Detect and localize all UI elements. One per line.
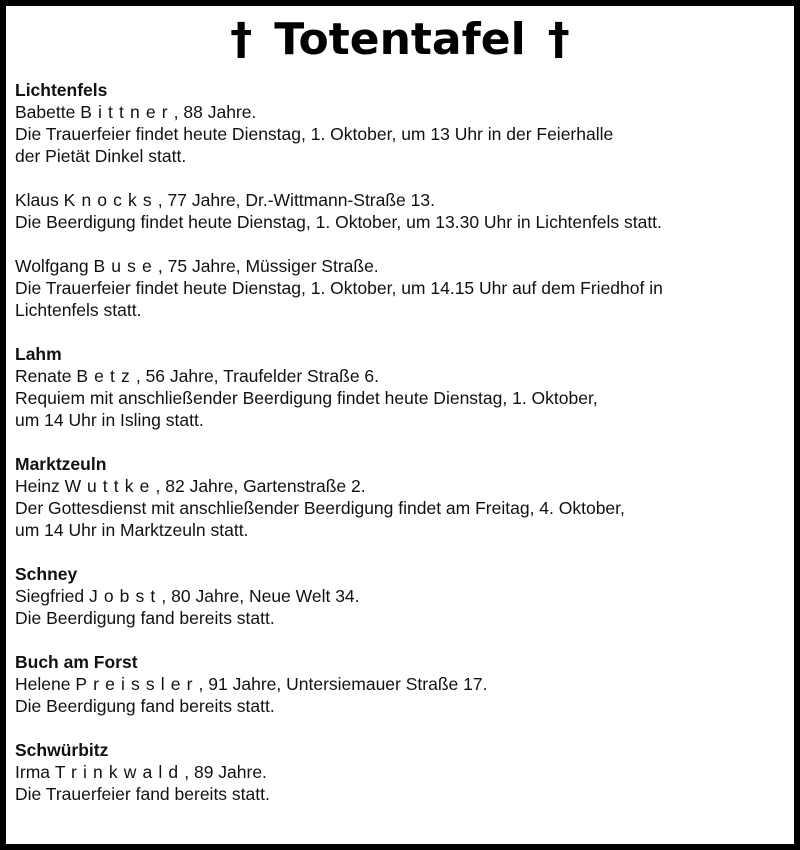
latin-cross-icon: †: [230, 14, 253, 65]
latin-cross-icon: †: [547, 14, 570, 65]
place-heading: Lichtenfels: [15, 80, 108, 100]
place-heading: Buch am Forst: [15, 652, 138, 672]
person-details: , 82 Jahre, Gartenstraße 2.: [155, 476, 366, 496]
title-text: Totentafel: [274, 14, 526, 65]
obituary-entry: [15, 255, 785, 321]
place-section-schwuerbitz: [15, 739, 785, 805]
person-details: , 77 Jahre, Dr.-Wittmann-Straße 13.: [157, 190, 435, 210]
obituary-entry: [15, 475, 785, 541]
surname: Wuttke: [64, 476, 156, 496]
first-name: Irma: [15, 762, 50, 782]
person-details: , 89 Jahre.: [184, 762, 267, 782]
person-details: , 80 Jahre, Neue Welt 34.: [161, 586, 360, 606]
obituary-entry: [15, 761, 785, 805]
service-info-line: Die Beerdigung fand bereits statt.: [15, 608, 275, 628]
entry-spacer: [15, 167, 785, 189]
service-info-line: Die Trauerfeier findet heute Dienstag, 1. Oktober, um 14.15 Uhr auf dem Friedhof in: [15, 278, 663, 298]
entry-spacer: [15, 233, 785, 255]
place-section-buch-am-forst: [15, 651, 785, 717]
first-name: Helene: [15, 674, 71, 694]
obituary-entry: [15, 101, 785, 167]
person-details: , 56 Jahre, Traufelder Straße 6.: [135, 366, 380, 386]
surname: Buse: [93, 256, 158, 276]
person-details: , 75 Jahre, Müssiger Straße.: [157, 256, 379, 276]
obituary-entry: [15, 189, 785, 233]
service-info-line: um 14 Uhr in Isling statt.: [15, 410, 204, 430]
obituary-entry: [15, 585, 785, 629]
first-name: Heinz: [15, 476, 60, 496]
section-spacer: [15, 629, 785, 651]
service-info-line: Die Beerdigung fand bereits statt.: [15, 696, 275, 716]
service-info-line: Die Beerdigung findet heute Dienstag, 1. Oktober, um 13.30 Uhr in Lichtenfels statt.: [15, 212, 662, 232]
surname: Bittner: [80, 102, 174, 122]
service-info-line: Die Trauerfeier fand bereits statt.: [15, 784, 270, 804]
person-line: [15, 673, 785, 695]
page-title: [6, 10, 794, 70]
section-spacer: [15, 717, 785, 739]
place-heading: Lahm: [15, 344, 62, 364]
person-line: [15, 255, 785, 277]
person-line: [15, 475, 785, 497]
service-info-line: Die Trauerfeier findet heute Dienstag, 1. Oktober, um 13 Uhr in der Feierhalle: [15, 124, 614, 144]
service-info-line: Der Gottesdienst mit anschließender Beerdigung findet am Freitag, 4. Oktober,: [15, 498, 625, 518]
surname: Knocks: [63, 190, 158, 210]
place-heading: Marktzeuln: [15, 454, 107, 474]
person-details: , 88 Jahre.: [173, 102, 257, 122]
person-line: [15, 101, 785, 123]
surname: Jobst: [88, 586, 162, 606]
service-info-line: Requiem mit anschließender Beerdigung findet heute Dienstag, 1. Oktober,: [15, 388, 598, 408]
place-section-lichtenfels: [15, 79, 785, 321]
person-line: [15, 761, 785, 783]
surname: Preissler: [75, 674, 199, 694]
place-section-schney: [15, 563, 785, 629]
section-spacer: [15, 321, 785, 343]
place-heading: Schney: [15, 564, 78, 584]
surname: Betz: [76, 366, 136, 386]
surname: Trinkwald: [54, 762, 185, 782]
person-line: [15, 189, 785, 211]
first-name: Babette: [15, 102, 76, 122]
service-info-line: um 14 Uhr in Marktzeuln statt.: [15, 520, 249, 540]
place-section-marktzeuln: [15, 453, 785, 541]
service-info-line: Lichtenfels statt.: [15, 300, 142, 320]
obituary-entry: [15, 365, 785, 431]
first-name: Renate: [15, 366, 72, 386]
first-name: Klaus: [15, 190, 59, 210]
person-details: , 91 Jahre, Untersiemauer Straße 17.: [198, 674, 488, 694]
first-name: Siegfried: [15, 586, 85, 606]
obituary-list: [15, 79, 785, 805]
person-line: [15, 585, 785, 607]
obituary-entry: [15, 673, 785, 717]
section-spacer: [15, 541, 785, 563]
service-info-line: der Pietät Dinkel statt.: [15, 146, 187, 166]
place-section-lahm: [15, 343, 785, 431]
section-spacer: [15, 431, 785, 453]
first-name: Wolfgang: [15, 256, 89, 276]
person-line: [15, 365, 785, 387]
obituary-board: [6, 6, 794, 844]
place-heading: Schwürbitz: [15, 740, 109, 760]
